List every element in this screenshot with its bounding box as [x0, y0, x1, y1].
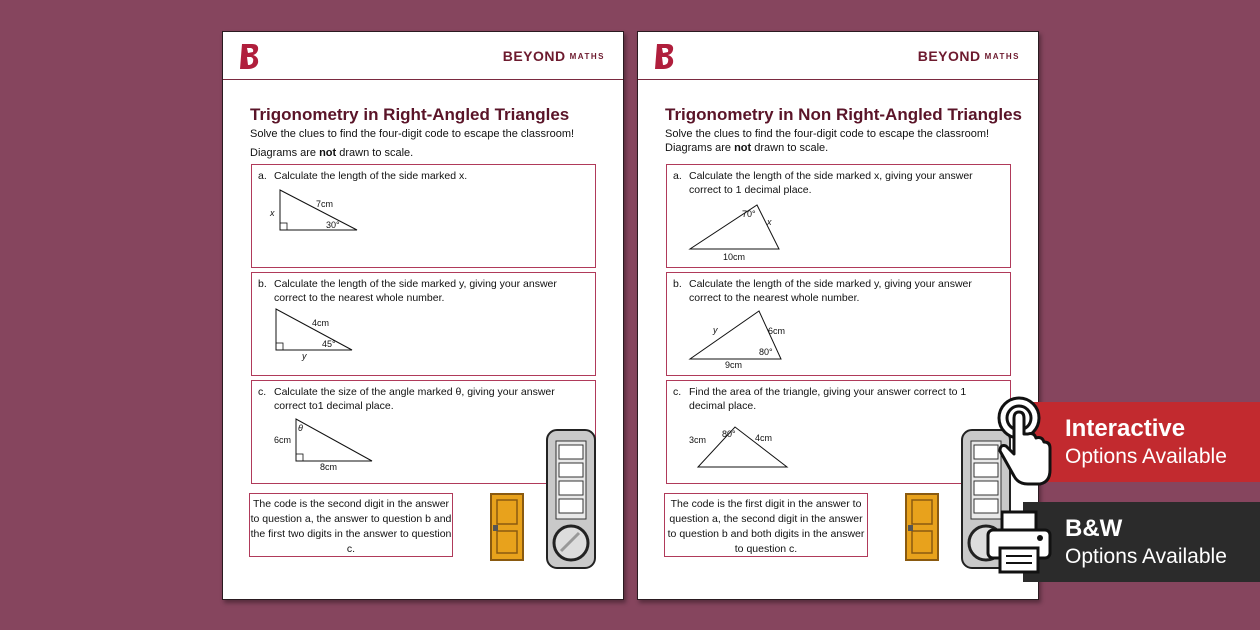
worksheet-non-right-angled [637, 31, 1039, 600]
header-divider [638, 79, 1038, 80]
interactive-options-badge [1023, 402, 1260, 482]
code-instructions: The code is the second digit in the answer to question a, the answer to question b and the first two digits in the answer to question c. [249, 493, 453, 557]
question-letter: b. [673, 278, 682, 290]
side-label: 4cm [312, 318, 330, 328]
question-letter: b. [258, 278, 267, 290]
side-label: x [767, 217, 772, 227]
badge-subtitle: Options Available [1065, 545, 1227, 568]
question-text: Calculate the length of the side marked x, giving your answer correct to 1 decimal place. [689, 170, 973, 196]
question-letter: c. [673, 386, 682, 398]
printer-icon [984, 506, 1054, 576]
question-text: Calculate the length of the side marked y, giving your answer correct to the nearest whole number. [689, 278, 972, 304]
question-text: Calculate the length of the side marked y, giving your answer correct to the nearest whole number. [274, 278, 557, 304]
beyond-logo-icon [239, 42, 261, 70]
question-text: Find the area of the triangle, giving your answer correct to 1 decimal place. [689, 386, 967, 412]
triangle-diagram [252, 381, 595, 483]
door-icon [905, 493, 939, 561]
side-label: 3cm [689, 435, 707, 445]
triangle-diagram [667, 273, 1010, 375]
brand-wordmark: BEYOND MATHS [502, 48, 605, 64]
question-text: Calculate the length of the side marked x. [274, 170, 468, 182]
scale-note: Diagrams are not drawn to scale. [665, 142, 829, 154]
question-letter: c. [258, 386, 267, 398]
header-divider [223, 79, 623, 80]
triangle-diagram [252, 165, 595, 267]
angle-label: 45° [322, 339, 336, 349]
question-b-box [251, 272, 596, 376]
side-label: y [713, 325, 718, 335]
triangle-diagram [667, 381, 1010, 483]
question-a-box [251, 164, 596, 268]
side-label: y [302, 351, 307, 361]
angle-label: 80° [759, 347, 773, 357]
badge-title: B&W [1065, 515, 1123, 542]
angle-label: 80° [722, 429, 736, 439]
side-label: x [270, 208, 275, 218]
question-letter: a. [673, 170, 682, 182]
code-instructions: The code is the first digit in the answer to question a, the second digit in the answer to question b and both digits in the answer to question c. [664, 493, 868, 557]
scale-note: Diagrams are not drawn to scale. [250, 147, 414, 159]
door-icon [490, 493, 524, 561]
worksheet-instruction: Solve the clues to find the four-digit code to escape the classroom! [250, 128, 575, 140]
badge-subtitle: Options Available [1065, 445, 1227, 468]
side-label: 7cm [316, 199, 334, 209]
worksheet-title: Trigonometry in Non Right-Angled Triangles [665, 105, 1023, 124]
side-label: 10cm [723, 252, 746, 262]
worksheet-title: Trigonometry in Right-Angled Triangles [250, 105, 570, 124]
question-c-box [666, 380, 1011, 484]
badge-title: Interactive [1065, 415, 1186, 442]
touch-hand-icon [992, 396, 1054, 488]
side-label: 4cm [755, 433, 773, 443]
question-b-box [666, 272, 1011, 376]
triangle-diagram [252, 273, 595, 375]
triangle-diagram [667, 165, 1010, 267]
angle-label: 70° [742, 209, 756, 219]
keypad-lock-icon [546, 429, 596, 569]
question-c-box [251, 380, 596, 484]
beyond-logo-icon [654, 42, 676, 70]
angle-label: 30° [326, 220, 340, 230]
side-label: 6cm [274, 435, 292, 445]
question-text: Calculate the size of the angle marked θ, giving your answer correct to1 decimal place. [274, 386, 555, 412]
question-a-box [666, 164, 1011, 268]
bw-options-badge [1023, 502, 1260, 582]
side-label: 8cm [320, 462, 338, 472]
question-letter: a. [258, 170, 267, 182]
worksheet-instruction: Solve the clues to find the four-digit code to escape the classroom! [665, 128, 990, 140]
side-label: 9cm [725, 360, 743, 370]
worksheet-right-angled [222, 31, 624, 600]
brand-wordmark: BEYOND MATHS [917, 48, 1020, 64]
side-label: 6cm [768, 326, 786, 336]
angle-label: θ [298, 423, 303, 433]
